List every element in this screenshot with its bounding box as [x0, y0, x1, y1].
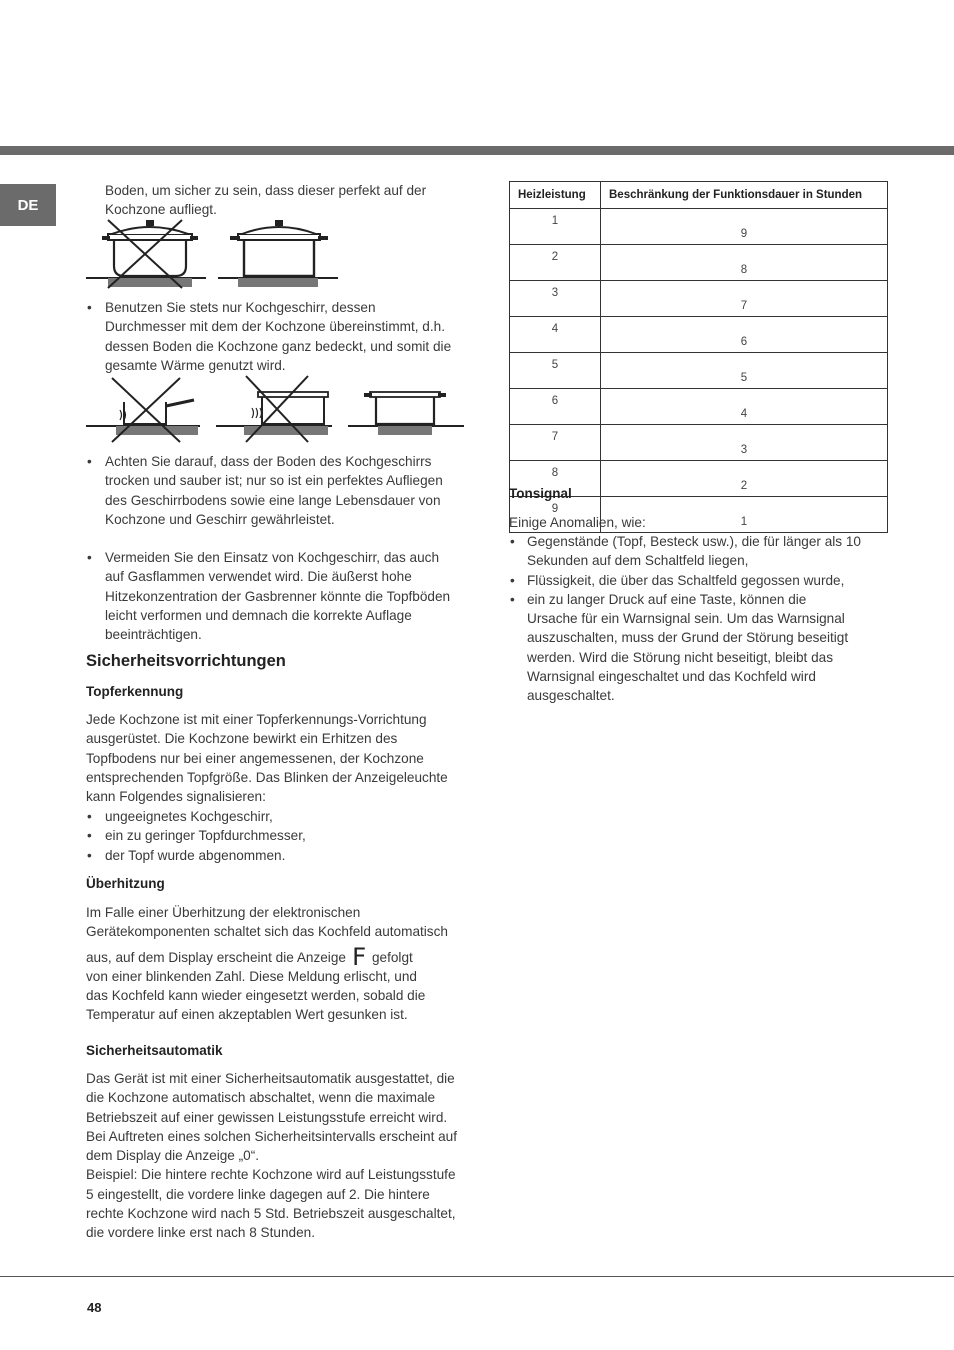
table-cell: 2	[601, 461, 888, 497]
text-line: 5 eingestellt, die vordere linke dagegen auf 2. Die hintere	[86, 1186, 430, 1202]
bullet-item: • Vermeiden Sie den Einsatz von Kochgeschirr, das auch auf Gasflammen verwendet wird. Die äußerst hohe Hitzekonzentration der Gasbrenner könnte die Topfböden leicht verformen und demnach die korrekte Auflage beeinträchtigen.	[87, 548, 467, 644]
table-header: Heizleistung	[510, 182, 601, 209]
text-line: Flüssigkeit, die über das Schaltfeld gegossen wurde,	[527, 572, 845, 588]
text-line: ein zu langer Druck auf eine Taste, können die	[527, 591, 807, 607]
text-line: Achten Sie darauf, dass der Boden des Kochgeschirrs	[105, 454, 432, 469]
tonsignal-bullet-list: • Gegenstände (Topf, Besteck usw.), die für länger als 10 Sekunden auf dem Schaltfeld liegen, • Flüssigkeit, die über das Schaltfeld gegossen wurde, • ein zu langer Druck auf eine Taste, können die Ursache für ein Warnsignal sein. Um das Warnsignal auszuschalten, muss der Grund der Störung beseitigt werden. Wird die Störung nicht beseitigt, bleibt das Warnsignal eingeschaltet und das Kochfeld wird ausgeschaltet.	[510, 532, 890, 706]
table-cell: 5	[510, 353, 601, 389]
table-cell: 5	[601, 353, 888, 389]
power-duration-table	[509, 181, 888, 533]
text-line: Jede Kochzone ist mit einer Topferkennungs-Vorrichtung	[86, 712, 427, 727]
text-line: werden. Wird die Störung nicht beseitigt, bleibt das	[527, 649, 834, 665]
text-line: gesamte Wärme genutzt wird.	[105, 357, 286, 373]
text-line: Betriebszeit auf einer gewissen Leistungsstufe erreicht wird.	[86, 1109, 448, 1125]
text-line: die Kochzone automatisch abschaltet, wenn die maximale	[86, 1090, 436, 1106]
text-line: das Kochfeld kann wieder eingesetzt werden, sobald die	[86, 988, 426, 1004]
top-divider-bar	[0, 146, 954, 155]
table-cell: 3	[601, 425, 888, 461]
text-line: Warnsignal eingeschaltet und das Kochfeld wird	[527, 669, 816, 685]
text-line: Temperatur auf einen akzeptablen Wert gesunken ist.	[86, 1007, 408, 1023]
text-line: Im Falle einer Überhitzung der elektronischen	[86, 905, 361, 920]
table-row	[510, 317, 888, 353]
table-cell: 2	[510, 245, 601, 281]
intro-paragraph	[105, 181, 465, 220]
text-line: Kochzone und Geschirr gewährleistet.	[105, 511, 335, 527]
text-line: Topfbodens nur bei einer angemessenen, der Kochzone	[86, 750, 424, 766]
text-line: von einer blinkenden Zahl. Diese Meldung erlischt, und	[86, 968, 417, 984]
table-row	[510, 353, 888, 389]
text-line: Durchmesser mit dem der Kochzone übereinstimmt, d.h.	[105, 319, 445, 335]
text-line: auf Gasflammen verwendet wird. Die äußerst hohe	[105, 569, 412, 585]
tonsignal-heading: Tonsignal	[509, 486, 572, 501]
table-cell: 3	[510, 281, 601, 317]
table-cell: 1	[510, 209, 601, 245]
table-cell: 9	[601, 209, 888, 245]
text-line: Boden, um sicher zu sein, dass dieser perfekt auf der	[105, 183, 427, 198]
text-line: Hitzekonzentration der Gasbrenner könnte die Topfböden	[105, 588, 451, 604]
pot-size-illustration	[86, 372, 466, 446]
page-number: 48	[87, 1300, 102, 1315]
text-line: ausgeschaltet.	[527, 688, 615, 704]
footer-divider	[0, 1276, 954, 1277]
bullet-item: • Achten Sie darauf, dass der Boden des Kochgeschirrs trocken und sauber ist; nur so ist ein perfektes Aufliegen des Geschirrbodens sowie eine lange Lebensdauer von Kochzone und Geschirr gewährleistet.	[87, 452, 467, 529]
text-line: Bei Auftreten eines solchen Sicherheitsintervalls erscheint auf	[86, 1128, 458, 1144]
text-line: rechte Kochzone wird nach 5 Std. Betriebszeit ausgeschaltet,	[86, 1206, 456, 1222]
topf-heading: Topferkennung	[86, 684, 184, 699]
table-row	[510, 425, 888, 461]
table-cell: 4	[601, 389, 888, 425]
table-row	[510, 389, 888, 425]
topf-bullet-list: • ungeeignetes Kochgeschirr, • ein zu geringer Topfdurchmesser, • der Topf wurde abgenommen.	[87, 807, 467, 865]
topf-paragraph	[86, 710, 476, 806]
table-cell: 1	[601, 497, 888, 533]
table-row	[510, 245, 888, 281]
table-cell: 6	[601, 317, 888, 353]
table-cell: 6	[510, 389, 601, 425]
text-line: ausgerüstet. Die Kochzone bewirkt ein Erhitzen des	[86, 731, 398, 747]
ueber-paragraph	[86, 903, 476, 1025]
text-line: Vermeiden Sie den Einsatz von Kochgeschirr, das auch	[105, 550, 440, 565]
text-line: kann Folgendes signalisieren:	[86, 789, 266, 805]
text-line: auszuschalten, muss der Grund der Störung beseitigt	[527, 630, 849, 646]
text-line	[86, 942, 476, 971]
text-line: Gegenstände (Topf, Besteck usw.), die für länger als 10	[527, 534, 861, 549]
language-tab: DE	[0, 184, 56, 226]
text-line: des Geschirrbodens sowie eine lange Lebensdauer von	[105, 492, 441, 508]
pot-bottom-illustration	[86, 216, 346, 292]
table-cell: 7	[601, 281, 888, 317]
text-line: dem Display die Anzeige „0“.	[86, 1148, 260, 1164]
text-line: Sekunden auf dem Schaltfeld liegen,	[527, 553, 749, 569]
text-line: Kochzone aufliegt.	[105, 202, 217, 218]
bullet-item: • Benutzen Sie stets nur Kochgeschirr, dessen Durchmesser mit dem der Kochzone übereinstimmt, d.h. dessen Boden die Kochzone ganz bedeckt, und somit die gesamte Wärme genutzt wird.	[87, 298, 467, 375]
table-cell: 4	[510, 317, 601, 353]
text-line: leicht verformen und demnach die korrekte Auflage	[105, 607, 412, 623]
text-line: Benutzen Sie stets nur Kochgeschirr, dessen	[105, 300, 376, 315]
text-line: Gerätekomponenten schaltet sich das Kochfeld automatisch	[86, 924, 448, 940]
table-row	[510, 281, 888, 317]
list-item: der Topf wurde abgenommen.	[105, 847, 286, 863]
table-cell: 8	[510, 461, 601, 497]
auto-paragraph	[86, 1069, 478, 1243]
ueber-heading: Überhitzung	[86, 876, 165, 891]
list-item: ungeeignetes Kochgeschirr,	[105, 809, 273, 824]
text-line: die vordere linke erst nach 8 Stunden.	[86, 1225, 315, 1241]
table-cell: 9	[510, 497, 601, 533]
auto-heading: Sicherheitsautomatik	[86, 1043, 223, 1058]
list-item: ein zu geringer Topfdurchmesser,	[105, 828, 306, 844]
section-title: Sicherheitsvorrichtungen	[86, 652, 286, 670]
text-line: Das Gerät ist mit einer Sicherheitsautomatik ausgestattet, die	[86, 1071, 455, 1086]
display-f-symbol: F	[351, 942, 367, 971]
tonsignal-intro: Einige Anomalien, wie:	[509, 515, 646, 530]
table-header-row	[510, 182, 888, 209]
text-line: Beispiel: Die hintere rechte Kochzone wird auf Leistungsstufe	[86, 1167, 456, 1183]
text-fragment: aus, auf dem Display erscheint die Anzeige	[86, 949, 346, 965]
table-header: Beschränkung der Funktionsdauer in Stunden	[601, 182, 888, 209]
table-row	[510, 209, 888, 245]
table-cell: 7	[510, 425, 601, 461]
text-line: dessen Boden die Kochzone ganz bedeckt, und somit die	[105, 338, 452, 354]
text-line: trocken und sauber ist; nur so ist ein perfektes Aufliegen	[105, 473, 443, 489]
text-line: beeinträchtigen.	[105, 627, 202, 643]
text-line: Ursache für ein Warnsignal sein. Um das Warnsignal	[527, 611, 845, 627]
text-fragment: gefolgt	[371, 949, 413, 965]
text-line: entsprechenden Topfgröße. Das Blinken der Anzeigeleuchte	[86, 769, 448, 785]
table-cell: 8	[601, 245, 888, 281]
